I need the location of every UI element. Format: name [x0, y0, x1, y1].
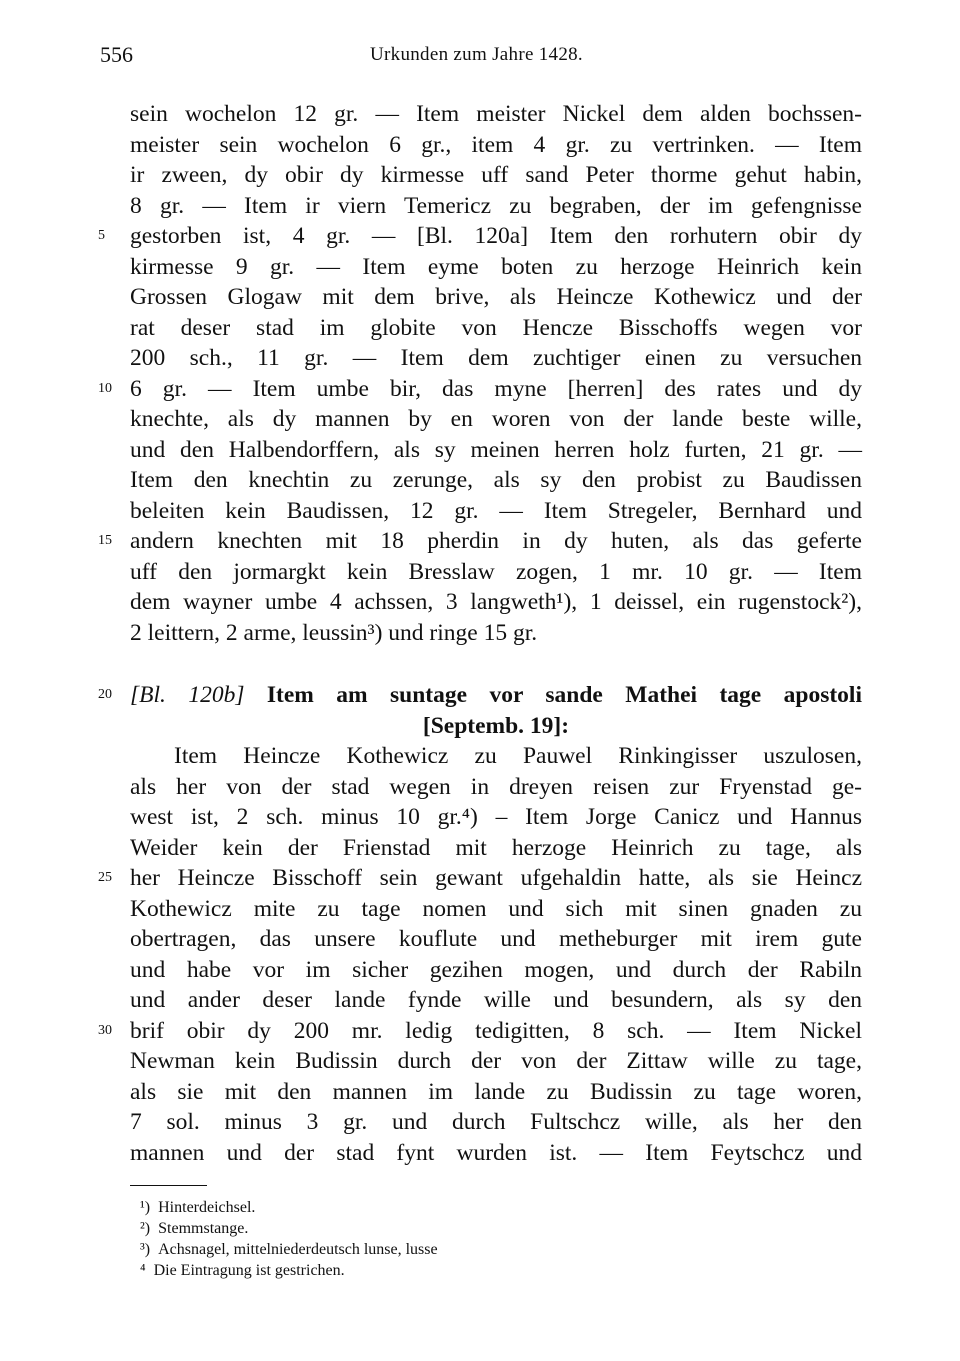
footnote-mark: ³): [140, 1241, 151, 1258]
line-text: gestorben ist, 4 gr. — [Bl. 120a] Item den rorhutern obir dy: [130, 223, 862, 249]
footnote: [140, 1218, 438, 1239]
line-text: als sie mit den mannen im lande zu Budissin zu tage woren,: [130, 1078, 862, 1105]
text-line: [130, 130, 862, 161]
footnote-mark: ⁴: [140, 1262, 146, 1279]
text-line: [130, 833, 862, 864]
line-text: und ander deser lande fynde wille und besundern, als sy den: [130, 987, 862, 1013]
text-line: [130, 741, 862, 772]
line-text: andern knechten mit 18 pherdin in dy huten, als das geferte: [130, 528, 862, 554]
text-line: [130, 252, 862, 283]
footnote: [140, 1197, 438, 1218]
text-line: [130, 587, 862, 618]
text-line: [130, 802, 862, 833]
text-line: [130, 894, 862, 925]
line-text: dem wayner umbe 4 achssen, 3 langweth¹), 1 deissel, ein rugenstock²),: [130, 589, 862, 615]
line-number: 5: [98, 228, 105, 243]
text-block-2: [98, 680, 862, 1168]
line-text: Newman kein Budissin durch der von der Zittaw wille zu tage,: [130, 1048, 862, 1074]
text-block-1: [98, 99, 862, 648]
text-line: [130, 557, 862, 588]
footnote-mark: ¹): [140, 1199, 151, 1216]
line-text: Item den knechtin zu zerunge, als sy den probist zu Baudissen: [130, 467, 862, 493]
footnote: [140, 1260, 438, 1281]
text-line: [130, 955, 862, 986]
footnote-text: Achsnagel, mittelniederdeutsch lunse, lusse: [158, 1241, 438, 1258]
text-line: [130, 282, 862, 313]
text-line: [130, 435, 862, 466]
line-text: Grossen Glogaw mit dem brive, als Heincze Kothewicz und der: [130, 284, 862, 310]
line-text: beleiten kein Baudissen, 12 gr. — Item Stregeler, Bernhard und: [130, 497, 862, 524]
footnote-text: Hinterdeichsel.: [158, 1199, 256, 1216]
text-line: [130, 191, 862, 222]
line-text: 8 gr. — Item ir viern Temericz zu begraben, der im gefengnisse: [130, 192, 862, 219]
line-text: her Heincze Bisschoff sein gewant ufgehaldin hatte, als sie Heincz: [130, 865, 862, 891]
line-text: west ist, 2 sch. minus 10 gr.⁴) – Item Jorge Canicz und Hannus: [130, 804, 862, 830]
section-heading-date: [Septemb. 19]:: [422, 712, 570, 739]
folio-reference: [Bl. 120b]: [130, 682, 245, 708]
line-text: Kothewicz mite zu tage nomen und sich mit sinen gnaden zu: [130, 895, 862, 922]
text-line: [130, 99, 862, 130]
line-number: 30: [98, 1022, 112, 1038]
line-text: 2 leittern, 2 arme, leussin³) und ringe 15 gr.: [130, 619, 538, 646]
line-text: als her von der stad wegen in dreyen reisen zur Fryenstad ge-: [130, 773, 862, 800]
text-line: [98, 374, 862, 405]
text-line: [98, 863, 862, 894]
line-text: brif obir dy 200 mr. ledig tedigitten, 8 sch. — Item Nickel: [130, 1017, 862, 1044]
line-text: und habe vor im sicher gezihen mogen, und durch der Rabiln: [130, 956, 862, 983]
line-text: 200 sch., 11 gr. — Item dem zuchtiger einen zu versuchen: [130, 345, 862, 371]
footnotes: [140, 1197, 438, 1281]
page-header: [100, 42, 860, 72]
text-line: [130, 1077, 862, 1108]
footnote-rule: [130, 1185, 207, 1186]
line-text: knechte, als dy mannen by en woren von der lande beste wille,: [130, 406, 862, 432]
section-heading-line-2: [130, 711, 862, 742]
footnote-mark: ²): [140, 1220, 151, 1237]
line-text: uff den jormargkt kein Bresslaw zogen, 1 mr. 10 gr. — Item: [130, 558, 862, 585]
line-number: 25: [98, 870, 112, 885]
text-line: [130, 985, 862, 1016]
text-line: [130, 313, 862, 344]
text-line: [130, 618, 862, 649]
text-line: [130, 1107, 862, 1138]
line-text: mannen und der stad fynt wurden ist. — Item Feytschcz und: [130, 1139, 862, 1166]
footnote-text: Die Eintragung ist gestrichen.: [153, 1262, 345, 1279]
line-text: Item Heincze Kothewicz zu Pauwel Rinkingisser uszulosen,: [174, 743, 862, 769]
text-line: [98, 1016, 862, 1047]
line-number: 15: [98, 533, 112, 548]
footnote: [140, 1239, 438, 1260]
line-text: rat deser stad im globite von Hencze Bisschoffs wegen vor: [130, 314, 862, 341]
text-line: [130, 1138, 862, 1169]
text-line: [130, 772, 862, 803]
text-line: [130, 1046, 862, 1077]
line-text: sein wochelon 12 gr. — Item meister Nickel dem alden bochssen-: [130, 101, 862, 127]
text-line: [130, 160, 862, 191]
line-number: 20: [98, 687, 112, 702]
text-line: [130, 343, 862, 374]
text-line: [130, 496, 862, 527]
line-number: 10: [98, 380, 112, 396]
text-line: [130, 404, 862, 435]
text-line: [98, 221, 862, 252]
text-line: [130, 924, 862, 955]
line-text: 7 sol. minus 3 gr. und durch Fultschcz wille, als her den: [130, 1109, 862, 1135]
text-line: [98, 526, 862, 557]
line-text: Weider kein der Frienstad mit herzoge Heinrich zu tage, als: [130, 834, 862, 861]
section-heading-line-1: [98, 680, 862, 711]
line-text: meister sein wochelon 6 gr., item 4 gr. zu vertrinken. — Item: [130, 131, 862, 158]
line-text: 6 gr. — Item umbe bir, das myne [herren] des rates und dy: [130, 375, 862, 402]
section-heading: Item am suntage vor sande Mathei tage apostoli: [266, 682, 862, 708]
text-line: [130, 465, 862, 496]
line-text: und den Halbendorffern, als sy meinen herren holz furten, 21 gr. —: [130, 436, 862, 463]
footnote-text: Stemmstange.: [158, 1220, 249, 1237]
line-text: kirmesse 9 gr. — Item eyme boten zu herzoge Heinrich kein: [130, 253, 862, 280]
page-number: 556: [100, 42, 133, 67]
line-text: ir zween, dy obir dy kirmesse uff sand Peter thorme gehut habin,: [130, 162, 862, 188]
running-head: Urkunden zum Jahre 1428.: [370, 44, 583, 65]
line-text: obertragen, das unsere kouflute und metheburger mit irem gute: [130, 926, 862, 952]
